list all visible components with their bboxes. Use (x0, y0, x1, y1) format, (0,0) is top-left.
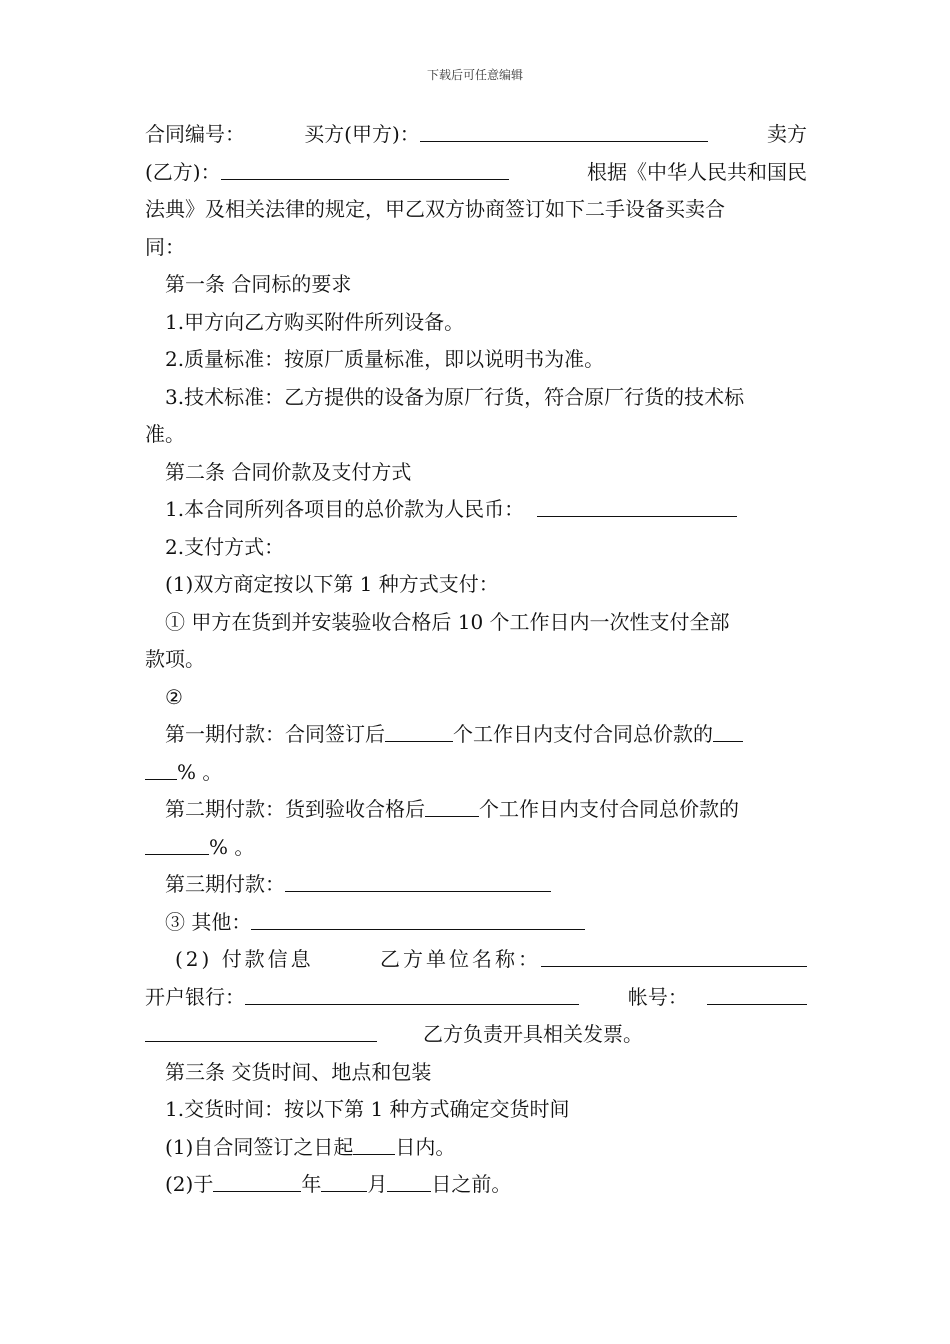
delivery-days-blank[interactable] (353, 1134, 395, 1155)
total-price-label: 1.本合同所列各项目的总价款为人民币： (165, 497, 525, 521)
buyer-field (304, 116, 708, 154)
phase-3-label: 第三期付款： (165, 872, 285, 896)
phase-3-line (145, 866, 807, 904)
unit-field (380, 941, 807, 979)
option-3-label: ③ 其他： (165, 909, 252, 934)
bank-blank[interactable] (245, 984, 579, 1005)
phase-2-days-blank[interactable] (425, 796, 479, 817)
phase-2-percent-blank[interactable] (145, 834, 209, 855)
invoice-text: 乙方负责开具相关发票。 (423, 1022, 643, 1046)
phase-1-percent-blank-b[interactable] (145, 759, 177, 780)
basis-text-c: 同： (145, 234, 185, 259)
payment-info-line (145, 941, 807, 979)
buyer-label: 买方(甲方)： (304, 122, 420, 146)
day-label: 日之前。 (431, 1172, 512, 1196)
contract-no-label: 合同编号： (145, 122, 245, 146)
intro-line-1 (145, 116, 807, 154)
phase-1-text: 个工作日内支付合同总价款的 (453, 722, 713, 746)
account-blank-a[interactable] (707, 984, 807, 1005)
phase-1-line-a (145, 716, 807, 754)
article-1-item-1: 1.甲方向乙方购买附件所列设备。 (165, 309, 465, 334)
phase-1-percent: % 。 (177, 759, 223, 784)
bank-field (145, 979, 579, 1017)
phase-2-text: 个工作日内支付合同总价款的 (479, 797, 739, 821)
option-3-blank[interactable] (251, 909, 585, 930)
unit-label: 乙方单位名称： (380, 947, 541, 971)
invoice-line (145, 1016, 807, 1054)
intro-line-2 (145, 154, 807, 192)
delivery-month-blank[interactable] (321, 1171, 367, 1192)
article-2-item-2: 2.支付方式： (165, 534, 285, 559)
seller-blank[interactable] (221, 159, 509, 180)
bank-line (145, 979, 807, 1017)
phase-1-label: 第一期付款：合同签订后 (165, 722, 385, 746)
account-blank-b[interactable] (145, 1021, 377, 1042)
contract-body (145, 116, 807, 1204)
unit-blank[interactable] (541, 946, 807, 967)
seller-field (145, 154, 509, 192)
header-note: 下载后可任意编辑 (426, 68, 523, 82)
article-1-item-2: 2.质量标准：按原厂质量标准，即以说明书为准。 (165, 347, 605, 371)
article-1-item-3a: 3.技术标准：乙方提供的设备为原厂行货，符合原厂行货的技术标 (165, 384, 745, 409)
delivery-option-1 (145, 1129, 807, 1167)
article-1-title: 第一条 合同标的要求 (165, 272, 352, 296)
total-price-blank[interactable] (537, 496, 737, 517)
basis-text-a: 根据《中华人民共和国民 (587, 159, 807, 184)
delivery-year-blank[interactable] (213, 1171, 301, 1192)
month-label: 月 (367, 1172, 388, 1196)
phase-1-line-b (145, 754, 807, 792)
phase-1-percent-blank-a[interactable] (713, 721, 743, 742)
bank-label: 开户银行： (145, 984, 245, 1009)
delivery-option-1-label: (1)自合同签订之日起 (165, 1134, 354, 1159)
phase-2-percent: % 。 (209, 834, 255, 859)
option-3-line (145, 904, 807, 942)
delivery-option-1-suffix: 日内。 (395, 1134, 456, 1159)
phase-3-blank[interactable] (285, 871, 551, 892)
payment-info-label: (2) 付款信息 (175, 947, 314, 971)
article-3-item-1: 1.交货时间：按以下第 1 种方式确定交货时间 (165, 1097, 570, 1121)
delivery-option-2-label: (2)于 (165, 1172, 214, 1196)
article-2-item-1 (145, 491, 807, 529)
delivery-day-blank[interactable] (387, 1171, 431, 1192)
option-1-b: 款项。 (145, 647, 205, 671)
seller-label-a: 卖方 (766, 122, 807, 146)
buyer-blank[interactable] (420, 121, 708, 142)
article-2-title: 第二条 合同价款及支付方式 (165, 459, 412, 484)
article-1-item-3b: 准。 (145, 422, 185, 446)
payment-method-1: (1)双方商定按以下第 1 种方式支付： (165, 572, 499, 596)
phase-2-line-b (145, 829, 807, 867)
option-2: ② (165, 684, 183, 709)
basis-text-b: 法典》及相关法律的规定，甲乙双方协商签订如下二手设备买卖合 (145, 197, 725, 221)
seller-label-b: (乙方)： (145, 159, 221, 184)
phase-2-line-a (145, 791, 807, 829)
account-label: 帐号： (627, 984, 688, 1009)
option-1-a: ① 甲方在货到并安装验收合格后 10 个工作日内一次性支付全部 (165, 609, 730, 634)
article-3-title: 第三条 交货时间、地点和包装 (165, 1059, 432, 1084)
delivery-option-2 (145, 1166, 807, 1204)
phase-1-days-blank[interactable] (385, 721, 453, 742)
account-field (628, 979, 807, 1017)
phase-2-label: 第二期付款：货到验收合格后 (165, 797, 425, 821)
year-label: 年 (301, 1172, 322, 1196)
